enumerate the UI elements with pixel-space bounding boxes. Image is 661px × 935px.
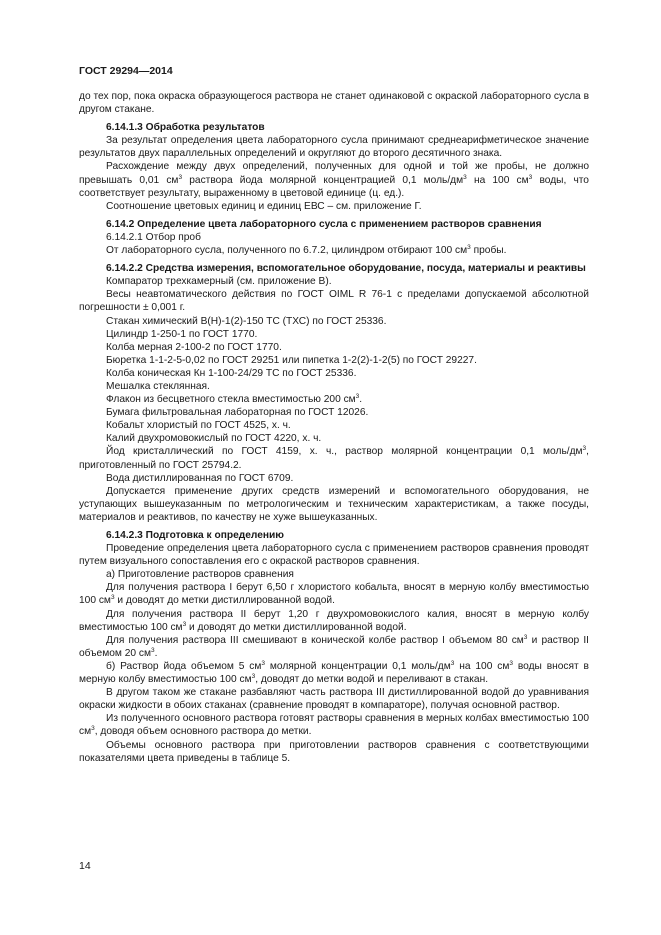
- list-item: Компаратор трехкамерный (см. приложение В).: [106, 276, 332, 288]
- list-item: Бюретка 1-1-2-5-0,02 по ГОСТ 29251 или пипетка 1-2(2)-1-2(5) по ГОСТ 29227.: [106, 354, 477, 366]
- page-number: 14: [79, 860, 91, 872]
- list-item: Мешалка стеклянная.: [106, 380, 210, 392]
- section-heading: 6.14.2.3 Подготовка к определению: [106, 530, 284, 541]
- paragraph: Расхождение между двух определений, полученных для одной и той же пробы, не должно превышать 0,01 $см^3$ раствора йода молярной концентрацией 0,1 моль/$дм^3$ на 100 $см^3$ воды, что соответствует результату, выраженному в цветовой единице (ц. ед.).: [79, 161, 589, 199]
- section-heading: 6.14.1.3 Обработка результатов: [106, 122, 265, 134]
- list-item: Колба коническая Кн 1-100-24/29 ТС по ГОСТ 25336.: [106, 367, 357, 379]
- paragraph: б) Раствор йода объемом 5 $см^3$ молярной концентрации 0,1 моль/$дм^3$ на 100 $см^3$ воды вносят в мерную колбу вместимостью 100 $см^3$, доводят до метки водой и переливают в стакан.: [79, 659, 589, 686]
- paragraph: От лабораторного сусла, полученного по 6.7.2, цилиндром отбирают 100 $см^3$ пробы.: [106, 244, 507, 257]
- subsection-title: 6.14.2.1 Отбор проб: [106, 231, 201, 243]
- list-item: Флакон из бесцветного стекла вместимостью 200 $см^3$.: [106, 393, 363, 406]
- paragraph: Соотношение цветовых единиц и единиц ЕВС – см. приложение Г.: [106, 200, 422, 212]
- list-item: Весы неавтоматического действия по ГОСТ OIML R 76-1 с пределами допускаемой абсолютной погрешности ± 0,001 г.: [79, 289, 589, 314]
- list-item: Стакан химический В(Н)-1(2)-150 ТС (ТХС) по ГОСТ 25336.: [106, 315, 387, 327]
- paragraph: В другом таком же стакане разбавляют часть раствора III дистиллированной водой до уравнивания окраски жидкости в обоих стаканах (сравнение проводят в компараторе), получая основной раствор.: [79, 687, 589, 712]
- paragraph: Проведение определения цвета лабораторного сусла с применением растворов сравнения проводят путем визуального сопоставления его с окраской растворов сравнения.: [79, 543, 589, 568]
- document-code: ГОСТ 29294—2014: [79, 65, 173, 77]
- list-item: Цилиндр 1-250-1 по ГОСТ 1770.: [106, 328, 258, 340]
- paragraph: Допускается применение других средств измерений и вспомогательного оборудования, не уступающих вышеуказанным по метрологическим и техническим характеристикам, а также посуды, материалов и реактивов, по качеству не хуже вышеуказанных.: [79, 485, 589, 523]
- paragraph: Для получения раствора II берут 1,20 г двухромовокислого калия, вносят в мерную колбу вместимостью 100 $см^3$ и доводят до метки дистиллированной водой.: [79, 608, 589, 633]
- list-item: Колба мерная 2-100-2 по ГОСТ 1770.: [106, 341, 282, 353]
- list-item: Йод кристаллический по ГОСТ 4159, х. ч., раствор молярной концентрации 0,1 моль/$дм^3$, приготовленный по ГОСТ 25794.2.: [79, 445, 589, 471]
- list-item: Калий двухромовокислый по ГОСТ 4220, х. ч.: [106, 433, 322, 445]
- document-body: [79, 90, 589, 765]
- list-item: Кобальт хлористый по ГОСТ 4525, х. ч.: [106, 420, 291, 432]
- section-heading: 6.14.2 Определение цвета лабораторного сусла с применением растворов сравнения: [106, 218, 542, 230]
- list-item: Вода дистиллированная по ГОСТ 6709.: [106, 472, 294, 484]
- paragraph: а) Приготовление растворов сравнения: [106, 569, 294, 581]
- section-heading: 6.14.2.2 Средства измерения, вспомогательное оборудование, посуда, материалы и реактивы: [106, 263, 586, 275]
- paragraph: Из полученного основного раствора готовят растворы сравнения в мерных колбах вместимостью 100 $см^3$, доводя объем основного раствора до метки.: [79, 713, 590, 738]
- paragraph: Для получения раствора III смешивают в конической колбе раствор I объемом 80 $см^3$ и раствор II объемом 20 $см^3$.: [79, 633, 589, 659]
- list-item: Бумага фильтровальная лабораторная по ГОСТ 12026.: [106, 407, 369, 419]
- paragraph: Объемы основного раствора при приготовлении растворов сравнения с соответствующими показателями цвета приведены в таблице 5.: [79, 739, 589, 764]
- paragraph: Для получения раствора I берут 6,50 г хлористого кобальта, вносят в мерную колбу вместимостью 100 $см^3$ и доводят до метки дистиллированной водой.: [79, 582, 589, 607]
- paragraph: За результат определения цвета лабораторного сусла принимают среднеарифметическое значение результатов двух параллельных определений и округляют до второго десятичного знака.: [79, 135, 589, 160]
- paragraph: до тех пор, пока окраска образующегося раствора не станет одинаковой с окраской лабораторного сусла в другом стакане.: [79, 91, 589, 116]
